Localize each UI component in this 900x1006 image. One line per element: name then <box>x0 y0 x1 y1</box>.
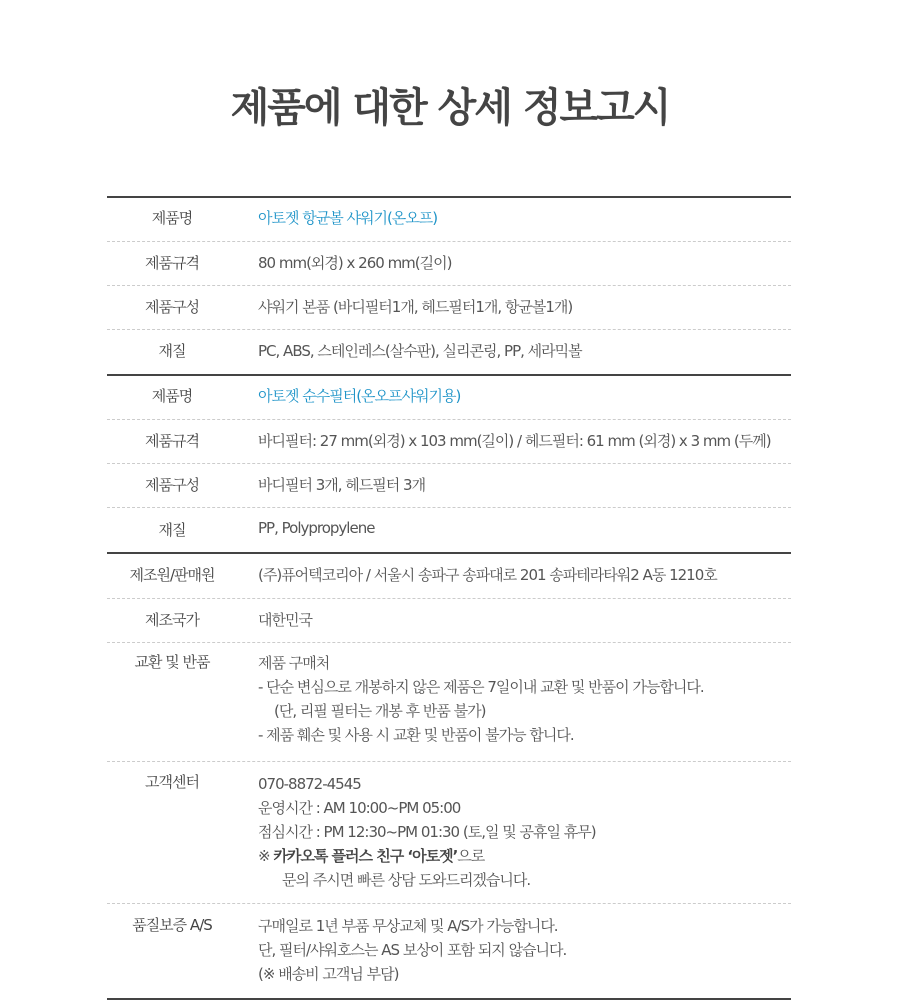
row-label-material: 재질 <box>158 342 186 360</box>
cs-kakao <box>258 844 791 868</box>
row-label-composition: 제품구성 <box>145 298 199 316</box>
row-label-material: 재질 <box>158 521 186 539</box>
product-name-value: 아토젯 순수필터(온오프샤워기용) <box>258 387 461 405</box>
row-label-product-name: 제품명 <box>151 387 193 405</box>
row-label-country: 제조국가 <box>145 611 199 629</box>
spec-value: 바디필터: 27 mm(외경) x 103 mm(길이) / 헤드필터: 61 mm (외경) x 3 mm (두께) <box>258 432 771 450</box>
return-policy-value <box>258 651 791 747</box>
product-name-value: 아토젯 항균볼 샤워기(온오프) <box>258 209 438 227</box>
warranty-value <box>258 914 791 986</box>
cs-lunch: 점심시간 : PM 12:30~PM 01:30 (토,일 및 공휴일 휴무) <box>258 823 596 841</box>
spec-value: 80 mm(외경) x 260 mm(길이) <box>258 254 452 272</box>
row-label-warranty: 품질보증 A/S <box>132 916 212 934</box>
cs-hours: 운영시간 : AM 10:00~PM 05:00 <box>258 799 461 817</box>
return-line: 제품 구매처 <box>258 654 330 672</box>
table-row <box>107 286 791 330</box>
kakao-note-mark: ※ <box>258 847 274 865</box>
return-line: (단, 리필 필터는 개봉 후 반품 불가) <box>274 702 486 720</box>
return-line: - 제품 훼손 및 사용 시 교환 및 반품이 불가능 합니다. <box>258 726 574 744</box>
row-label-maker: 제조원/판매원 <box>129 566 215 584</box>
kakao-suffix: 으로 <box>457 847 485 865</box>
composition-value: 샤워기 본품 (바디필터1개, 헤드필터1개, 항균볼1개) <box>258 298 573 316</box>
table-row <box>107 762 791 904</box>
kakao-channel-name: 카카오톡 플러스 친구 ‘아토젯’ <box>273 847 458 865</box>
row-label-product-name: 제품명 <box>151 209 193 227</box>
composition-value: 바디필터 3개, 헤드필터 3개 <box>258 476 426 494</box>
row-label-customer-center: 고객센터 <box>145 773 199 791</box>
row-label-spec: 제품규격 <box>145 254 199 272</box>
warranty-line: 구매일로 1년 부품 무상교체 및 A/S가 가능합니다. <box>258 917 558 935</box>
page-title: 제품에 대한 상세 정보고시 <box>230 85 670 131</box>
warranty-line: 단, 필터/샤워호스는 AS 보상이 포함 되지 않습니다. <box>258 941 567 959</box>
country-value: 대한민국 <box>258 611 312 629</box>
table-row <box>107 599 791 643</box>
maker-value: (주)퓨어텍코리아 / 서울시 송파구 송파대로 201 송파테라타워2 A동 1210호 <box>258 566 717 584</box>
table-row <box>107 464 791 508</box>
row-label-composition: 제품구성 <box>145 476 199 494</box>
material-value: PC, ABS, 스테인레스(살수판), 실리콘링, PP, 세라믹볼 <box>258 342 582 360</box>
table-row <box>107 330 791 376</box>
table-row <box>107 198 791 242</box>
table-row <box>107 643 791 762</box>
table-row <box>107 904 791 1000</box>
cs-phone: 070-8872-4545 <box>258 775 361 793</box>
table-row <box>107 242 791 286</box>
customer-center-value <box>258 772 791 892</box>
material-value: PP, Polypropylene <box>258 519 375 537</box>
warranty-line: (※ 배송비 고객님 부담) <box>258 965 399 983</box>
table-row <box>107 420 791 464</box>
cs-kakao-line2: 문의 주시면 빠른 상담 도와드리겠습니다. <box>282 871 531 889</box>
table-row <box>107 508 791 554</box>
table-row <box>107 554 791 599</box>
product-info-table <box>107 196 791 1000</box>
return-line: - 단순 변심으로 개봉하지 않은 제품은 7일이내 교환 및 반품이 가능합니다. <box>258 678 704 696</box>
table-row <box>107 376 791 420</box>
row-label-spec: 제품규격 <box>145 432 199 450</box>
row-label-return: 교환 및 반품 <box>134 653 210 671</box>
